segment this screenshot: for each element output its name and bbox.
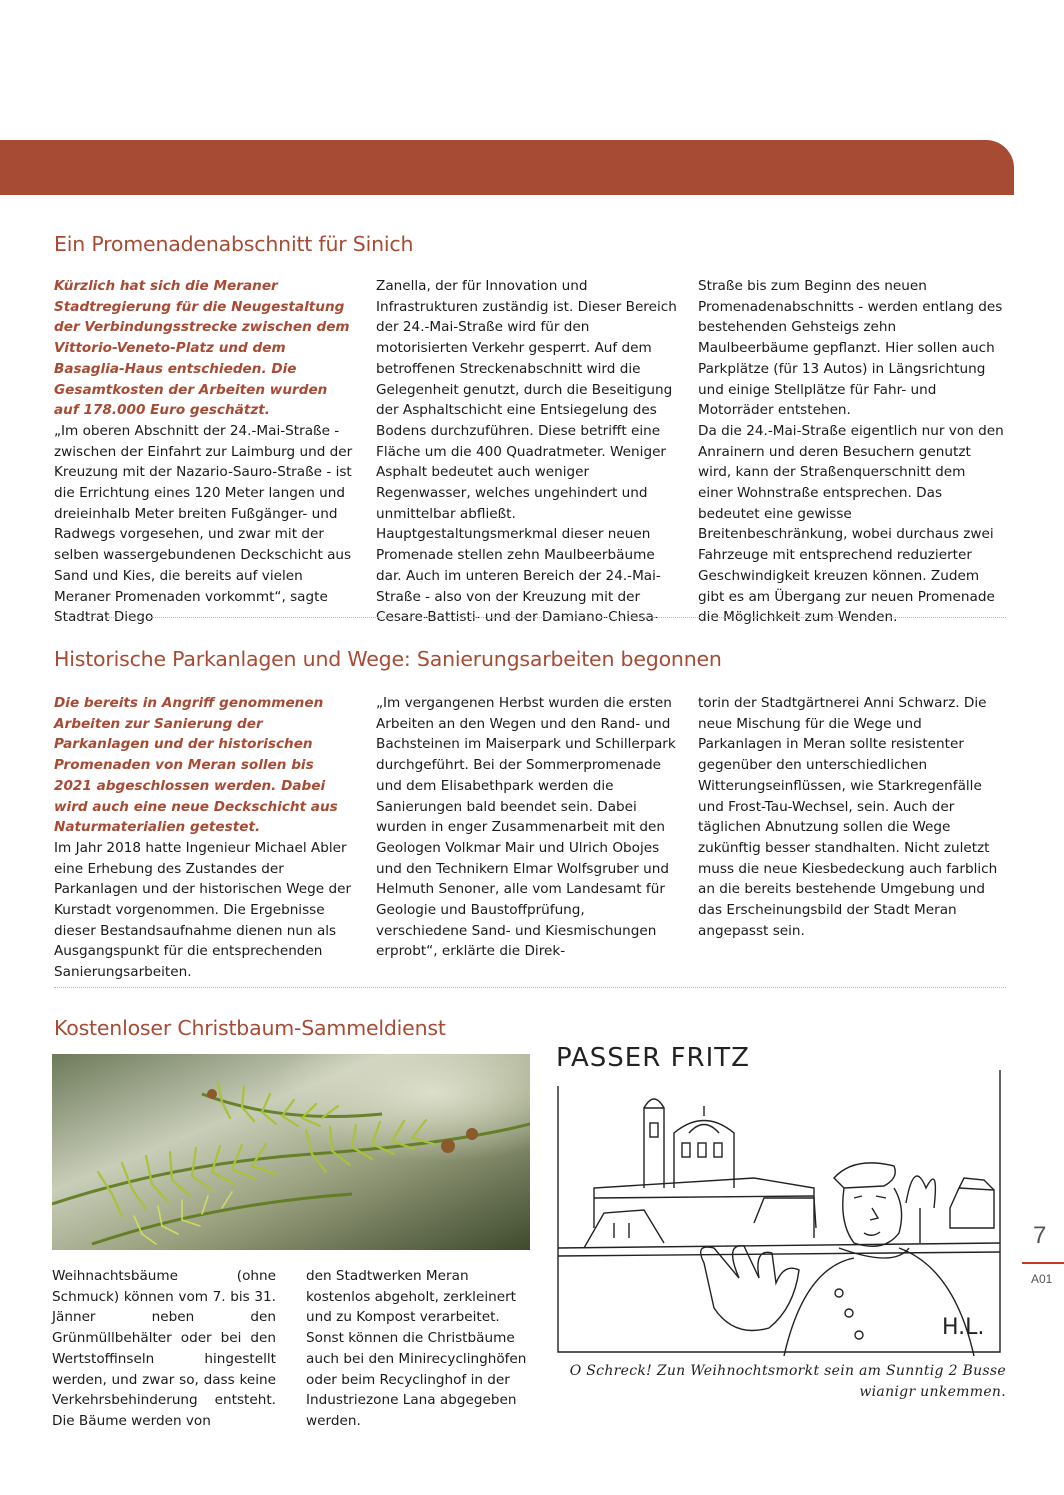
article-column-3 (698, 693, 1004, 941)
page-number: 7 (1033, 1222, 1047, 1249)
article-column-1 (54, 276, 354, 628)
cartoon-caption: O Schreck! Zun Weihnochtsmorkt sein am Sunntig 2 Busse wianigr unkemmen. (569, 1363, 1006, 1400)
section-divider (54, 617, 1006, 618)
cartoon-signature: H.L. (942, 1315, 985, 1340)
article-body: Im Jahr 2018 hatte Ingenieur Michael Abler eine Erhebung des Zustandes der Parkanlagen und der historischen Wege der Kurstadt vorgenommen. Die Ergebnisse dieser Bestandsaufnahme dienen nun als Ausgangspunkt für die entsprechenden Sanierungsarbeiten. (54, 839, 352, 981)
article-column-2 (376, 276, 684, 628)
article-body: „Im vergangenen Herbst wurden die ersten Arbeiten an den Wegen und den Rand- und Bachsteinen im Maiserpark und Schillerpark durchgeführt. Bei der Sommerpromenade und dem Elisabethpark werden die Sanierungen bald beendet sein. Dabei wurden in enger Zusammenarbeit mit den Geologen Volkmar Mair und Ulrich Obojes und den Technikern Elmar Wolfsgruber und Helmuth Senoner, alle vom Landesamt für Geologie und Baustoffprüfung, verschiedene Sand- und Kiesmischungen erprobt“, erklärte die Direk- (376, 695, 676, 960)
article-title-christbaum: Kostenloser Christbaum-Sammeldienst (54, 1016, 446, 1040)
page-code: A01 (1031, 1272, 1053, 1286)
article-title-promenade: Ein Promenadenabschnitt für Sinich (54, 232, 414, 256)
article-body: torin der Stadtgärtnerei Anni Schwarz. Die neue Mischung für die Wege und Parkanlagen in Meran sollte resistenter gegenüber den unterschiedlichen Witterungseinflüssen, wie Starkregenfälle und Frost-Tau-Wechsel, sein. Auch der täglichen Abnutzung sollen die Wege zukünftig besser standhalten. Nicht zuletzt muss die neue Kiesbedeckung auch farblich an die bereits bestehende Umgebung und das Erscheinungsbild der Stadt Meran angepasst sein. (698, 695, 998, 939)
article-column-1: Weihnachtsbäume (ohne Schmuck) können vom 7. bis 31. Jänner neben den Grünmüllbehälter oder bei den Wertstoffinseln hingestellt werden, und zwar so, dass keine Verkehrsbehinderung entsteht. Die Bäume werden von (52, 1268, 276, 1429)
article-body: Zanella, der für Innovation und Infrastrukturen zuständig ist. Dieser Bereich der 24.-Mai-Straße wird für den motorisierten Verkehr gesperrt. Auf dem betroffenen Streckenabschnitt wird die Gelegenheit genutzt, durch die Beseitigung der Asphaltschicht eine Entsiegelung des Bodens durchzuführen. Diese betrifft eine Fläche um die 400 Quadratmeter. Weniger Asphalt bedeutet auch weniger Regenwasser, welches ungehindert und unmittelbar abfließt. Hauptgestaltungsmerkmal dieser neuen Promenade stellen zehn Maulbeerbäume dar. Auch im unteren Bereich der 24.-Mai-Straße - also von der Kreuzung mit der Cesare-Battisti- und der Damiano-Chiesa- (376, 278, 677, 626)
article-column-2: den Stadtwerken Meran kostenlos abgeholt, zerkleinert und zu Kompost verarbeitet. Sonst können die Christbäume auch bei den Minirecyclinghöfen oder beim Recyclinghof in der Industriezone Lana abgegeben werden. (306, 1268, 527, 1429)
article-body: Straße bis zum Beginn des neuen Promenadenabschnitts - werden entlang des bestehenden Gehsteigs zehn Maulbeerbäume gepflanzt. Hier sollen auch Parkplätze (für 13 Autos) in Längsrichtung und einige Stellplätze für Fahr- und Motorräder entstehen. (698, 278, 1003, 419)
article-column-3 (698, 276, 1004, 628)
article-lead: Die bereits in Angriff genommenen Arbeiten zur Sanierung der Parkanlagen und der historischen Promenaden von Meran sollen bis 2021 abgeschlossen werden. Dabei wird auch eine neue Deckschicht aus Naturmaterialien getestet. (54, 695, 338, 836)
fir-branch-photo (52, 1054, 530, 1250)
header-banner (0, 140, 1014, 195)
page-number-rule (1022, 1262, 1064, 1264)
article-lead: Kürzlich hat sich die Meraner Stadtregierung für die Neugestaltung der Verbindungsstrecke zwischen dem Vittorio-Veneto-Platz und dem Basaglia-Haus entschieden. Die Gesamtkosten der Arbeiten wurden auf 178.000 Euro geschätzt. (54, 278, 350, 419)
article-body: Da die 24.-Mai-Straße eigentlich nur von den Anrainern und deren Besuchern genutzt wird, kann der Straßenquerschnitt dem einer Wohnstraße entsprechen. Das bedeutet eine gewisse Breitenbeschränkung, wobei durchaus zwei Fahrzeuge mit entsprechend reduzierter Geschwindigkeit kreuzen können. Zudem gibt es am Übergang zur neuen Promenade die Möglichkeit zum Wenden. (698, 422, 1004, 626)
article-column-2 (376, 693, 676, 962)
article-column-1 (54, 693, 354, 983)
article-title-parkanlagen: Historische Parkanlagen und Wege: Sanierungsarbeiten begonnen (54, 647, 722, 671)
section-divider (54, 987, 1006, 988)
cartoon-title: PASSER FRITZ (556, 1043, 750, 1073)
article-body: „Im oberen Abschnitt der 24.-Mai-Straße - zwischen der Einfahrt zur Laimburg und der Kreuzung mit der Nazario-Sauro-Straße - ist die Errichtung eines 120 Meter langen und dreieinhalb Meter breiten Fußgänger- und Radwegs vorgesehen, und zwar mit der selben wassergebundenen Deckschicht aus Sand und Kies, die bereits auf vielen Meraner Promenaden vorkommt“, sagte Stadtrat Diego (54, 422, 353, 626)
passer-fritz-cartoon (554, 1038, 1006, 1356)
